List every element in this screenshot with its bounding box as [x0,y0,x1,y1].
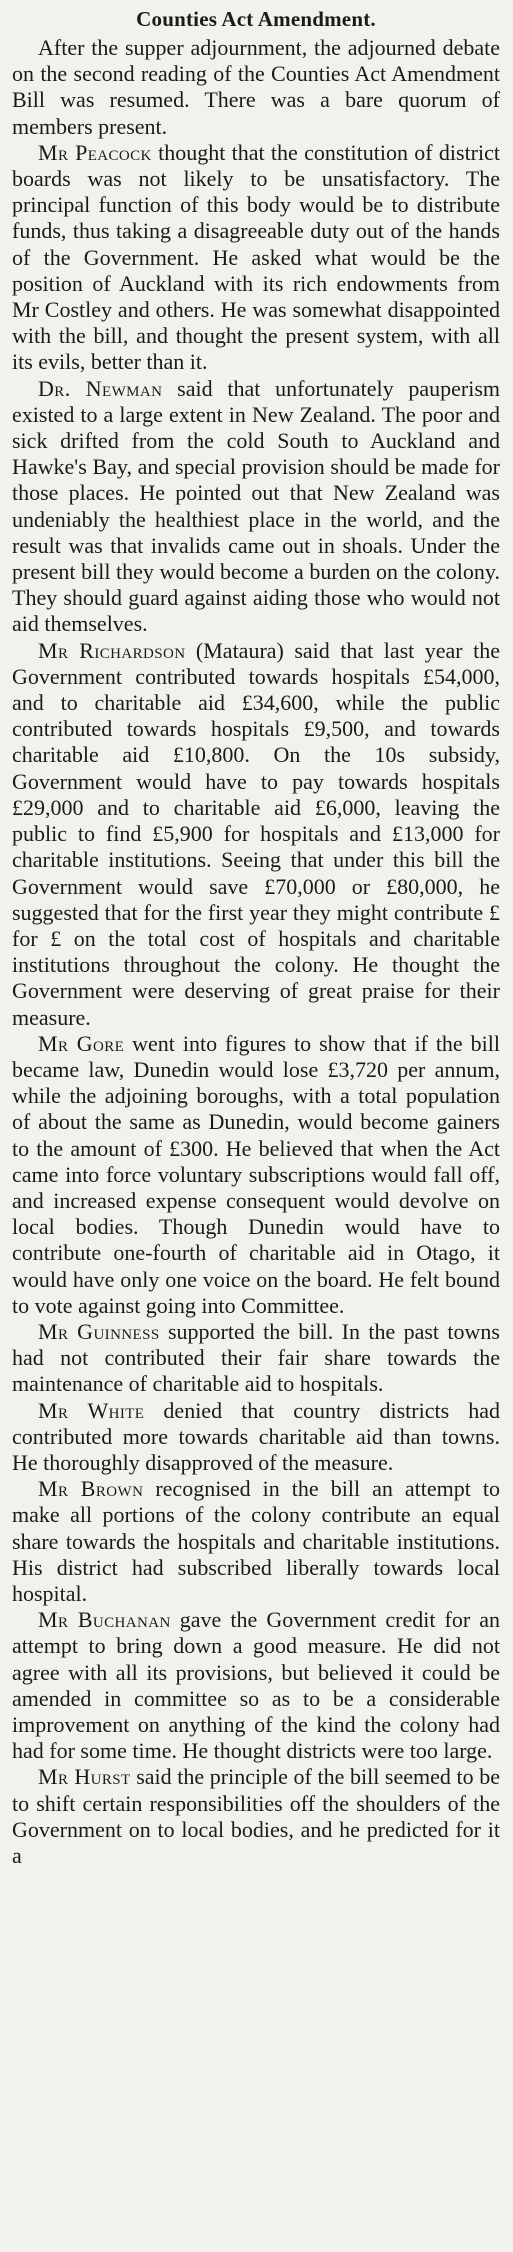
paragraph-text: gave the Government credit for an attempt to bring down a good measure. He did not agree with all its provisions, but believed it could be amended in committee so as to be a considerable improvement on anything of the kind the colony had had for some time. He thought districts were too large. [12,1607,501,1764]
article-title: Counties Act Amendment. [136,7,376,31]
paragraph-text: said the principle of the bill seemed to be to shift certain responsibilities off the shoulders of the Government on to local bodies, and he predicted for it a [12,1764,500,1869]
paragraph-text: denied that country districts had contributed more towards charitable aid than towns. He thoroughly disapproved of the measure. [12,1397,500,1475]
speaker-name: Mr Guinness [38,1318,160,1344]
paragraph-text: supported the bill. In the past towns had not contributed their fair share towards the maintenance of charitable aid to hospitals. [12,1318,500,1397]
speaker-name: Mr Brown [38,1476,144,1502]
speaker-name: Mr Peacock [38,139,152,165]
speaker-name: Mr Richardson [38,637,186,663]
speaker-name: Dr. Newman [38,375,163,401]
paragraph-6 [12,1319,500,1398]
paragraph-3 [12,376,500,638]
paragraph-10 [12,1764,500,1869]
paragraph-text: went into figures to show that if the bill became law, Dunedin would lose £3,720 per annum, while the adjoining boroughs, with a total population of about the same as Dunedin, would become gainers to the amount of £300. He believed that when the Act came into force voluntary subscriptions would fall off, and increased expense consequent would devolve on local bodies. Though Dunedin would have to contribute one-fourth of charitable aid in Otago, it would have only one voice on the board. He felt bound to vote against going into Committee. [12,1030,500,1318]
paragraph-7 [12,1398,500,1477]
paragraph-text: thought that the constitution of district boards was not likely to be unsatisfactory. The principal function of this body would be to distribute funds, thus taking a disagreeable duty out of the hands of the Government. He asked what would be the position of Auckland with its rich endowments from Mr Costley and others. He was somewhat disappointed with the bill, and thought the present system, with all its evils, better than it. [12,139,500,375]
paragraph-8 [12,1476,500,1607]
paragraph-5 [12,1031,500,1319]
speaker-name: Mr Buchanan [38,1607,171,1633]
paragraph-text: (Mataura) said that last year the Government contributed towards hospitals £54,000, and to charitable aid £34,600, while the public contributed towards hospitals £9,500, and towards charitable aid £10,800. On the 10s subsidy, Government would have to pay towards hospitals £29,000 and to charitable aid £6,000, leaving the public to find £5,900 for hospitals and £13,000 for charitable institutions. Seeing that under this bill the Government would save £70,000 or £80,000, he suggested that for the first year they might contribute £ for £ on the total cost of hospitals and charitable institutions throughout the colony. He thought the Government were deserving of great praise for their measure. [12,637,500,1030]
paragraph-text: After the supper adjournment, the adjourned debate on the second reading of the Counties Act Amendment Bill was resumed. There was a bare quorum of members present. [12,35,500,139]
speaker-name: Mr Hurst [38,1764,131,1790]
paragraph-1 [12,35,500,140]
paragraph-9 [12,1607,500,1764]
paragraph-2 [12,140,500,376]
speaker-name: Mr Gore [38,1030,125,1056]
speaker-name: Mr White [38,1397,145,1423]
paragraph-text: said that unfortunately pauperism existed to a large extent in New Zealand. The poor and sick drifted from the cold South to Auckland and Hawke's Bay, and special provision should be made for those places. He pointed out that New Zealand was undeniably the healthiest place in the world, and the result was that invalids came out in shoals. Under the present bill they would become a burden on the colony. They should guard against aiding those who would not aid themselves. [12,375,501,637]
paragraph-4 [12,638,500,1031]
paragraph-text: recognised in the bill an attempt to make all portions of the colony contribute an equal share towards the hospitals and charitable institutions. His district had subscribed liberally towards local hospital. [12,1476,500,1606]
